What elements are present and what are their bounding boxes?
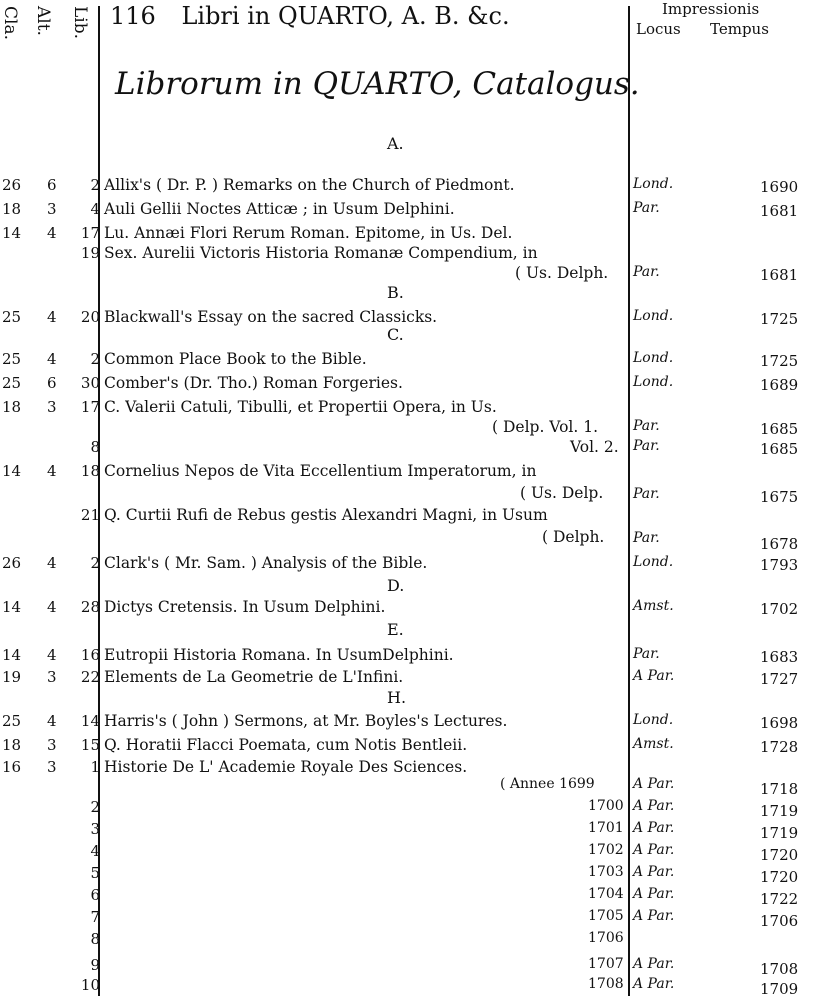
entry-imprint-place: Par. [633,200,660,216]
entry-imprint-year: 1728 [760,738,799,756]
volume-imprint-place: A Par. [633,798,675,814]
entry-imprint-year: 1725 [760,352,799,370]
entry-title: Cornelius Nepos de Vita Eccellentium Imperatorum, in [104,462,537,480]
entry-title: Clark's ( Mr. Sam. ) Analysis of the Bible. [104,554,428,572]
entry-imprint-year: 1681 [760,202,799,220]
entry-imprint-place: Par. [633,486,660,502]
volume-annee: 1702 [588,842,624,858]
entry-book-number: 1 [90,758,100,776]
entry-shelf-number: 4 [47,646,57,664]
volume-imprint-place: A Par. [633,908,675,924]
entry-title: Harris's ( John ) Sermons, at Mr. Boyles's Lectures. [104,712,508,730]
volume-annee: 1703 [588,864,624,880]
entry-book-number: 19 [80,244,100,262]
entry-imprint-place: Lond. [633,712,674,728]
volume-book-number: 10 [80,976,100,994]
entry-imprint-year: 1727 [760,670,799,688]
entry-title: Allix's ( Dr. P. ) Remarks on the Church of Piedmont. [104,176,515,194]
entry-book-number: 14 [80,712,100,730]
entry-shelf-number: 3 [47,736,57,754]
entry-title: Dictys Cretensis. In Usum Delphini. [104,598,386,616]
entry-imprint-place: Par. [633,438,660,454]
entry-title-continuation: ( Us. Delph. [515,264,609,282]
volume-imprint-year: 1706 [760,912,799,930]
entry-title-continuation: ( Delph. [542,528,605,546]
entry-title: Blackwall's Essay on the sacred Classicks. [104,308,438,326]
volume-imprint-year: 1718 [760,780,799,798]
entry-imprint-year: 1690 [760,178,799,196]
entry-shelf-number: 6 [47,176,57,194]
entry-imprint-place: Amst. [633,598,674,614]
volume-book-number: 6 [90,886,100,904]
entry-imprint-year: 1685 [760,440,799,458]
entry-book-number: 22 [80,668,100,686]
volume-imprint-year: 1720 [760,868,799,886]
entry-shelf-number: 3 [47,398,57,416]
volume-annee: 1708 [588,976,624,992]
volume-annee: 1707 [588,956,624,972]
volume-book-number: 9 [90,956,100,974]
entry-book-number: 15 [80,736,100,754]
volume-book-number: 7 [90,908,100,926]
entry-imprint-year: 1698 [760,714,799,732]
volume-imprint-year: 1708 [760,960,799,978]
entry-book-number: 2 [90,350,100,368]
volume-annee: 1704 [588,886,624,902]
entry-imprint-place: Lond. [633,308,674,324]
column-heading-cla: Cla. [0,6,20,40]
entry-class-number: 18 [2,736,22,754]
volume-imprint-year: 1720 [760,846,799,864]
section-letter-h: H. [387,688,407,707]
volume-imprint-place: A Par. [633,820,675,836]
column-heading-alt: Alt. [33,6,53,36]
entry-imprint-year: 1725 [760,310,799,328]
entry-imprint-year: 1702 [760,600,799,618]
volume-imprint-year: 1719 [760,802,799,820]
entry-shelf-number: 4 [47,712,57,730]
entry-title: Sex. Aurelii Victoris Historia Romanæ Compendium, in [104,244,538,262]
entry-imprint-place: Par. [633,418,660,434]
catalogue-title: Librorum in QUARTO, Catalogus. [115,66,640,102]
entry-imprint-year: 1678 [760,535,799,553]
entry-title: Lu. Annæi Flori Rerum Roman. Epitome, in Us. Del. [104,224,513,242]
entry-imprint-year: 1675 [760,488,799,506]
locus-heading: Locus [636,20,681,38]
entry-title: Eutropii Historia Romana. In UsumDelphini. [104,646,454,664]
volume-imprint-place: A Par. [633,976,675,992]
entry-class-number: 14 [2,598,22,616]
entry-imprint-year: 1793 [760,556,799,574]
volume-book-number: 3 [90,820,100,838]
volume-imprint-place: A Par. [633,842,675,858]
entry-title: Elements de La Geometrie de L'Infini. [104,668,404,686]
entry-imprint-year: 1683 [760,648,799,666]
running-title: Libri in QUARTO, A. B. &c. [181,2,510,30]
entry-shelf-number: 3 [47,200,57,218]
section-letter-c: C. [387,325,404,344]
entry-class-number: 14 [2,462,22,480]
volume-book-number: 4 [90,842,100,860]
volume-annee: 1700 [588,798,624,814]
entry-shelf-number: 4 [47,224,57,242]
entry-book-number: 17 [80,398,100,416]
entry-book-number: 4 [90,200,100,218]
entry-shelf-number: 3 [47,668,57,686]
entry-book-number: 16 [80,646,100,664]
entry-imprint-place: Lond. [633,554,674,570]
volume-annee: ( Annee 1699 [500,776,595,792]
volume-annee: 1701 [588,820,624,836]
entry-imprint-place: Par. [633,530,660,546]
tempus-heading: Tempus [710,20,769,38]
right-column-rule [628,6,630,996]
entry-shelf-number: 4 [47,598,57,616]
entry-title-continuation: ( Us. Delp. [520,484,604,502]
entry-book-number: 8 [90,438,100,456]
running-head [110,2,510,30]
entry-book-number: 20 [80,308,100,326]
section-letter-b: B. [387,283,404,302]
section-letter-d: D. [387,576,405,595]
entry-shelf-number: 4 [47,308,57,326]
section-letter-a: A. [387,134,404,153]
volume-imprint-year: 1709 [760,980,799,998]
entry-shelf-number: 4 [47,462,57,480]
section-letter-e: E. [387,620,404,639]
volume-imprint-year: 1719 [760,824,799,842]
impressionis-heading: Impressionis [662,0,760,18]
entry-title: Common Place Book to the Bible. [104,350,367,368]
entry-class-number: 16 [2,758,22,776]
entry-shelf-number: 4 [47,350,57,368]
entry-class-number: 18 [2,398,22,416]
volume-imprint-place: A Par. [633,956,675,972]
entry-shelf-number: 3 [47,758,57,776]
entry-shelf-number: 6 [47,374,57,392]
volume-book-number: 2 [90,798,100,816]
column-heading-lib: Lib. [70,6,90,40]
entry-book-number: 28 [80,598,100,616]
entry-book-number: 30 [80,374,100,392]
volume-annee: 1706 [588,930,624,946]
entry-class-number: 19 [2,668,22,686]
entry-title: Q. Horatii Flacci Poemata, cum Notis Bentleii. [104,736,468,754]
volume-book-number: 8 [90,930,100,948]
entry-imprint-place: A Par. [633,668,675,684]
entry-title-continuation: ( Delp. Vol. 1. [492,418,599,436]
entry-title: Q. Curtii Rufi de Rebus gestis Alexandri Magni, in Usum [104,506,548,524]
entry-class-number: 25 [2,350,22,368]
volume-imprint-place: A Par. [633,886,675,902]
entry-title: C. Valerii Catuli, Tibulli, et Propertii Opera, in Us. [104,398,497,416]
volume-imprint-year: 1722 [760,890,799,908]
entry-class-number: 26 [2,554,22,572]
volume-annee: 1705 [588,908,624,924]
entry-title: Historie De L' Academie Royale Des Sciences. [104,758,468,776]
entry-class-number: 25 [2,374,22,392]
entry-imprint-place: Amst. [633,736,674,752]
entry-imprint-place: Lond. [633,176,674,192]
entry-imprint-place: Lond. [633,374,674,390]
entry-class-number: 25 [2,308,22,326]
entry-book-number: 17 [80,224,100,242]
entry-title: Comber's (Dr. Tho.) Roman Forgeries. [104,374,403,392]
entry-book-number: 18 [80,462,100,480]
entry-imprint-place: Lond. [633,350,674,366]
entry-imprint-year: 1685 [760,420,799,438]
entry-title: Auli Gellii Noctes Atticæ ; in Usum Delphini. [104,200,455,218]
page-number: 116 [110,2,156,30]
entry-imprint-place: Par. [633,264,660,280]
entry-imprint-year: 1689 [760,376,799,394]
entry-book-number: 2 [90,176,100,194]
entry-class-number: 14 [2,646,22,664]
entry-class-number: 25 [2,712,22,730]
entry-imprint-place: Par. [633,646,660,662]
entry-title-continuation: Vol. 2. [570,438,619,456]
entry-class-number: 26 [2,176,22,194]
volume-imprint-place: A Par. [633,776,675,792]
entry-book-number: 21 [80,506,100,524]
entry-class-number: 14 [2,224,22,242]
entry-shelf-number: 4 [47,554,57,572]
entry-imprint-year: 1681 [760,266,799,284]
entry-book-number: 2 [90,554,100,572]
volume-book-number: 5 [90,864,100,882]
entry-class-number: 18 [2,200,22,218]
volume-imprint-place: A Par. [633,864,675,880]
